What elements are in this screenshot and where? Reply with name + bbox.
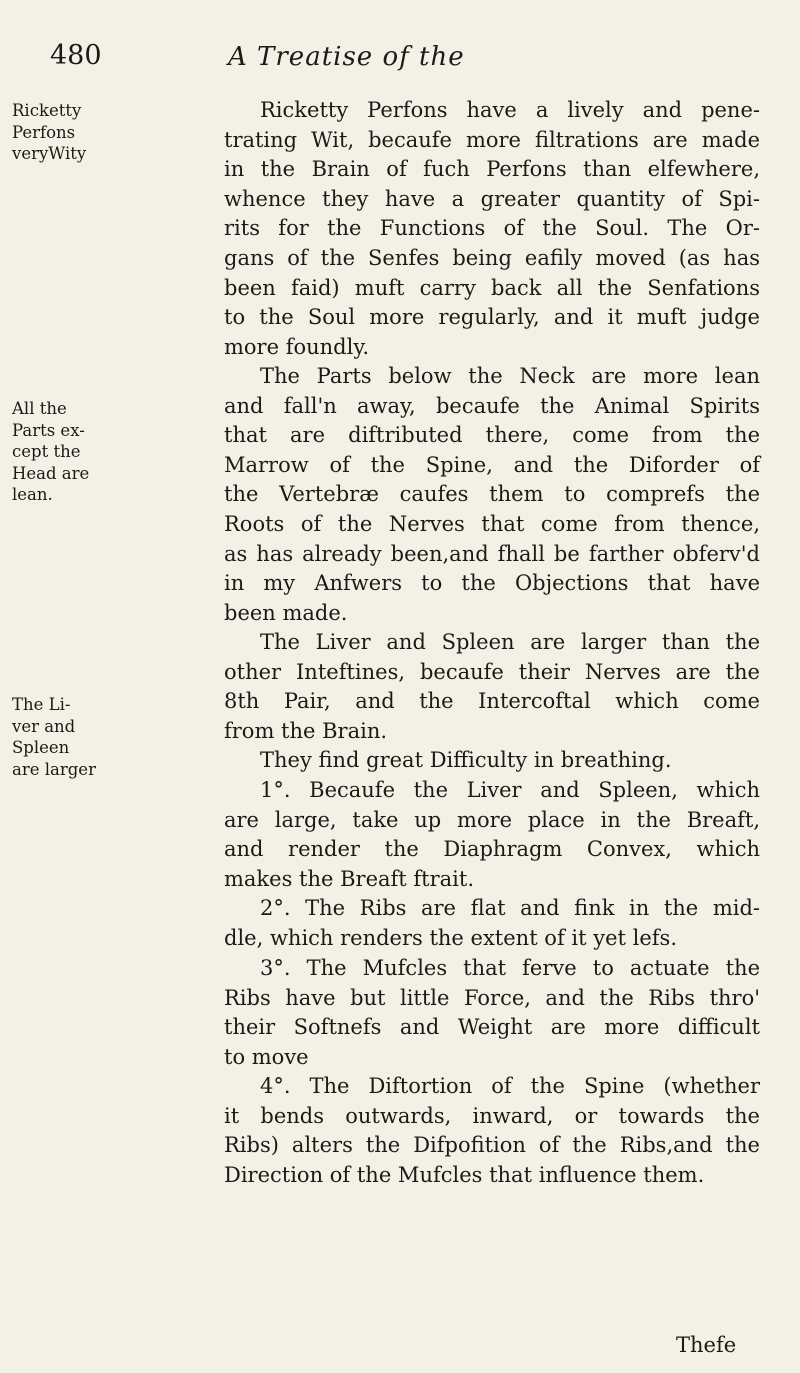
- text-line: more foundly.: [224, 334, 370, 359]
- text-line: it bends outwards, inward, or towards the: [224, 1103, 760, 1128]
- text-line: their Softnefs and Weight are more difficult: [224, 1015, 760, 1040]
- margin-note-line: Head are: [12, 463, 90, 483]
- margin-note-line: Spleen: [12, 738, 70, 757]
- margin-note-line: The Li-: [12, 695, 71, 714]
- catchword: Thefe: [676, 1333, 737, 1357]
- paragraph-breathing: [224, 746, 760, 776]
- text-line: are large, take up more place in the Breaft,: [224, 807, 760, 832]
- paragraph-point-4: [224, 1072, 760, 1190]
- margin-note-liver-spleen: [12, 694, 116, 780]
- text-line: Marrow of the Spine, and the Diforder of: [224, 452, 760, 477]
- text-line: whence they have a greater quantity of Spi-: [224, 186, 760, 211]
- text-line: in my Anfwers to the Objections that have: [224, 571, 760, 596]
- text-line: 4°. The Diftortion of the Spine (whether: [260, 1074, 760, 1098]
- margin-note-parts-lean: [12, 398, 116, 506]
- text-line: dle, which renders the extent of it yet lefs.: [224, 925, 678, 950]
- text-line: the Vertebræ caufes them to comprefs the: [224, 482, 760, 507]
- text-line: Ribs) alters the Difpofition of the Ribs,and the: [224, 1133, 760, 1158]
- text-line: been made.: [224, 600, 348, 625]
- margin-note-line: Perfons: [12, 122, 76, 142]
- margin-note-line: Ricketty: [12, 101, 82, 120]
- paragraph-ricketty-wit: [224, 96, 760, 362]
- text-line: makes the Breaft ftrait.: [224, 866, 475, 891]
- text-line: Roots of the Nerves that come from thence,: [224, 511, 760, 536]
- text-line: The Parts below the Neck are more lean: [260, 364, 760, 388]
- text-line: gans of the Senfes being eafily moved (as has: [224, 245, 760, 270]
- text-line: other Inteftines, becaufe their Nerves are the: [224, 659, 760, 684]
- text-line: from the Brain.: [224, 718, 388, 743]
- page-number: 480: [50, 40, 102, 71]
- margin-note-line: Parts ex-: [12, 420, 85, 440]
- paragraph-point-1: [224, 776, 760, 894]
- margin-note-line: are larger: [12, 759, 96, 779]
- paragraph-point-3: [224, 954, 760, 1072]
- text-line: to move: [224, 1044, 309, 1069]
- text-line: as has already been,and fhall be farther obferv'd: [224, 541, 760, 566]
- text-line: and fall'n away, becaufe the Animal Spirits: [224, 393, 760, 418]
- text-line: that are diftributed there, come from the: [224, 423, 760, 448]
- text-line: and render the Diaphragm Convex, which: [224, 837, 760, 862]
- margin-note-line: All the: [12, 399, 67, 418]
- paragraph-liver-spleen: [224, 628, 760, 746]
- text-line: 1°. Becaufe the Liver and Spleen, which: [260, 778, 760, 802]
- margin-note-line: veryWity: [12, 144, 87, 163]
- text-line: Ricketty Perfons have a lively and pene-: [260, 98, 760, 122]
- text-line: to the Soul more regularly, and it muft judge: [224, 305, 760, 330]
- text-line: 3°. The Mufcles that ferve to actuate the: [260, 956, 760, 980]
- paragraph-parts-below-neck: [224, 362, 760, 628]
- running-title: A Treatise of the: [228, 42, 465, 72]
- margin-note-line: cept the: [12, 442, 81, 461]
- text-line: Ribs have but little Force, and the Ribs thro': [224, 985, 760, 1010]
- page-header: [50, 40, 750, 92]
- margin-note-line: ver and: [12, 716, 76, 736]
- margin-note-line: lean.: [12, 485, 53, 504]
- text-line: The Liver and Spleen are larger than the: [260, 630, 760, 654]
- text-line: 2°. The Ribs are flat and fink in the mid-: [260, 896, 760, 920]
- text-line: trating Wit, becaufe more filtrations are made: [224, 127, 760, 152]
- text-line: in the Brain of fuch Perfons than elfewhere,: [224, 157, 760, 182]
- text-line: been faid) muft carry back all the Senfations: [224, 275, 760, 300]
- paragraph-point-2: [224, 894, 760, 953]
- text-line: rits for the Functions of the Soul. The Or-: [224, 216, 760, 241]
- text-line: Direction of the Mufcles that influence them.: [224, 1162, 705, 1187]
- text-line: 8th Pair, and the Intercoftal which come: [224, 689, 760, 714]
- margin-note-ricketty: [12, 100, 116, 165]
- text-line: They find great Difficulty in breathing.: [260, 748, 672, 772]
